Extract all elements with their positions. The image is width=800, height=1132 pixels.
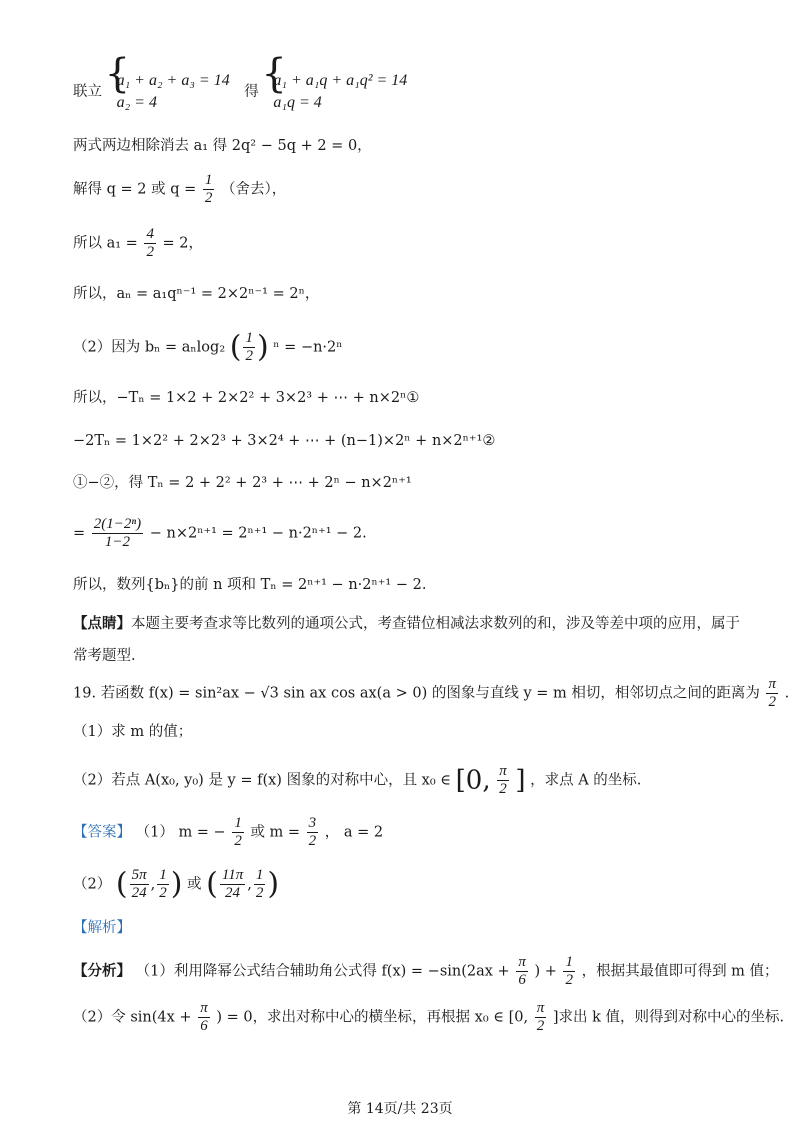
- text: 本题主要考查求等比数列的通项公式，考查错位相减法求数列的和，涉及等差中项的应用，属于: [131, 616, 740, 632]
- text: （2）若点 A(x₀, y₀) 是 y = f(x) 图象的对称中心，且 x₀ ∈: [73, 772, 452, 789]
- text: ，求点 A 的坐标.: [530, 772, 642, 789]
- fraction: [144, 226, 156, 261]
- question-line: [73, 676, 789, 711]
- text: （1） m = −: [135, 824, 226, 841]
- text-line: [73, 330, 343, 365]
- text: − n×2ⁿ⁺¹ = 2ⁿ⁺¹ − n·2ⁿ⁺¹ − 2.: [149, 525, 367, 542]
- text: 所以 a₁ =: [73, 235, 138, 252]
- equation-system-2: { a₁ + a₁q + a₁q² = 14 a₁q = 4: [263, 70, 407, 114]
- denominator: 2: [234, 833, 242, 849]
- text: ①−②，得 Tₙ = 2 + 2² + 2³ + ⋯ + 2ⁿ − n×2ⁿ⁺¹: [73, 475, 412, 491]
- text-line: [73, 763, 641, 798]
- denominator: 2: [146, 244, 154, 260]
- fraction: [198, 1000, 210, 1035]
- denominator: 2: [308, 833, 317, 849]
- text-line: [73, 284, 319, 304]
- answer-line: [73, 815, 383, 850]
- text: ) = 0，求出对称中心的横坐标，再根据 x₀ ∈ [0,: [216, 1009, 529, 1026]
- fraction: [243, 330, 255, 365]
- text: 19. 若函数 f(x) = sin²ax − √3 sin ax cos ax(a > 0) 的图象与直线 y = m 相切，相邻切点之间的距离为: [73, 685, 760, 702]
- denominator: 2: [204, 190, 213, 206]
- text-line: [73, 473, 412, 493]
- bracket: [0,: [455, 765, 491, 796]
- text: 两式两边相除消去 a₁ 得 2q² − 5q + 2 = 0，: [73, 138, 372, 154]
- comment-line: [73, 614, 740, 634]
- numerator: 4: [146, 226, 154, 242]
- numerator: 1: [565, 954, 573, 970]
- analysis-line: [73, 1000, 784, 1035]
- text: 联立: [73, 84, 102, 100]
- numerator: 1: [234, 815, 242, 831]
- text: （2）因为 bₙ = aₙlog₂: [73, 339, 226, 356]
- comment-tag: 【点睛】: [73, 615, 131, 632]
- numerator: π: [768, 676, 776, 692]
- fraction: [220, 867, 245, 902]
- equation: a₁q = 4: [273, 94, 322, 111]
- text: （1）利用降幂公式结合辅助角公式得 f(x) = −sin(2ax +: [135, 963, 510, 980]
- text: −2Tₙ = 1×2² + 2×2³ + 3×2⁴ + ⋯ + (n−1)×2ⁿ + n×2ⁿ⁺¹②: [73, 433, 496, 449]
- denominator: 2: [255, 885, 264, 901]
- fraction: [130, 867, 149, 902]
- text-line: [73, 136, 372, 156]
- numerator: 11π: [221, 867, 244, 883]
- answer-line: （2） ( $\frac{5\pi}{24}$ , $\frac{1}{2}$ ) 或 ( $\frac{11\pi}{24}$ , $\frac{1}{2}$ ): [73, 866, 280, 902]
- denominator: 2: [536, 1018, 545, 1034]
- numerator: 1: [159, 867, 167, 883]
- fraction: [563, 954, 575, 989]
- text: .: [784, 685, 790, 702]
- denominator: 2: [565, 972, 573, 988]
- numerator: 5π: [131, 867, 147, 883]
- text-line: [73, 722, 192, 742]
- answer-tag: 【答案】: [73, 824, 131, 841]
- equation-system-1: { a₁ + a₂ + a₃ = 14 a₂ = 4: [107, 70, 230, 114]
- text: 或: [187, 876, 202, 893]
- paren: (: [229, 329, 242, 365]
- denominator: 6: [200, 1018, 208, 1034]
- analysis-heading: [73, 918, 131, 938]
- text: ) +: [534, 963, 557, 980]
- text: ， a = 2: [324, 824, 384, 841]
- text: ，根据其最值即可得到 m 值；: [581, 963, 779, 980]
- text: = 2，: [162, 235, 204, 252]
- equation: a₁ + a₁q + a₁q² = 14: [273, 72, 408, 89]
- text-line: [73, 388, 419, 408]
- fraction: [232, 815, 244, 850]
- fraction: [203, 172, 215, 207]
- text: 所以，aₙ = a₁qⁿ⁻¹ = 2×2ⁿ⁻¹ = 2ⁿ，: [73, 286, 320, 302]
- system-equations-line: [73, 51, 408, 114]
- text: 所以，数列{bₙ}的前 n 项和 Tₙ = 2ⁿ⁺¹ − n·2ⁿ⁺¹ − 2.: [73, 577, 427, 593]
- text-line: [73, 516, 367, 551]
- analysis-line: [73, 954, 779, 989]
- denominator: 2: [159, 885, 167, 901]
- text: ⁿ = −n·2ⁿ: [273, 339, 343, 356]
- fraction: [516, 954, 528, 989]
- fraction: [535, 1000, 547, 1035]
- text-line: [73, 575, 426, 595]
- equation: a₂ = 4: [116, 94, 157, 111]
- text: （1）求 m 的值；: [73, 724, 193, 740]
- fraction: [157, 867, 169, 902]
- equation: a₁ + a₂ + a₃ = 14: [116, 72, 230, 89]
- text-line: [73, 646, 136, 666]
- analysis-tag: 【解析】: [73, 920, 131, 936]
- numerator: 2(1−2ⁿ): [93, 516, 142, 532]
- denominator: 2: [245, 348, 253, 364]
- text: （2）: [73, 876, 112, 893]
- page-footer: 第 14页/共 23页: [347, 1101, 453, 1117]
- text: 解得 q = 2 或 q =: [73, 181, 197, 198]
- fraction: [766, 676, 778, 711]
- denominator: 2: [768, 694, 776, 710]
- text: （2）令 sin(4x +: [73, 1009, 192, 1026]
- numerator: π: [499, 763, 507, 779]
- text: 或 m =: [250, 824, 301, 841]
- paren: ): [256, 329, 269, 365]
- analysis-tag: 【分析】: [73, 962, 131, 980]
- numerator: 1: [204, 172, 213, 188]
- text: 所以，−Tₙ = 1×2 + 2×2² + 3×2³ + ⋯ + n×2ⁿ①: [73, 390, 420, 406]
- fraction: [497, 763, 509, 798]
- numerator: π: [536, 1000, 545, 1016]
- numerator: π: [518, 954, 526, 970]
- fraction: [307, 815, 319, 850]
- denominator: 6: [518, 972, 526, 988]
- numerator: π: [200, 1000, 208, 1016]
- numerator: 3: [308, 815, 317, 831]
- numerator: 1: [245, 330, 253, 346]
- text-line: [73, 172, 286, 207]
- bracket: ]: [515, 765, 526, 796]
- denominator: 2: [499, 781, 507, 797]
- denominator: 1−2: [104, 534, 130, 550]
- text: （舍去），: [220, 181, 287, 198]
- text: 得: [244, 84, 259, 100]
- text: 常考题型.: [73, 648, 136, 664]
- numerator: 1: [255, 867, 264, 883]
- denominator: 24: [131, 885, 147, 901]
- text: =: [73, 525, 86, 542]
- text-line: [73, 226, 203, 261]
- fraction: [92, 516, 143, 551]
- denominator: 24: [225, 885, 241, 901]
- fraction: [254, 867, 266, 902]
- text-line: [73, 431, 495, 451]
- text: ]求出 k 值，则得到对称中心的坐标.: [552, 1009, 785, 1026]
